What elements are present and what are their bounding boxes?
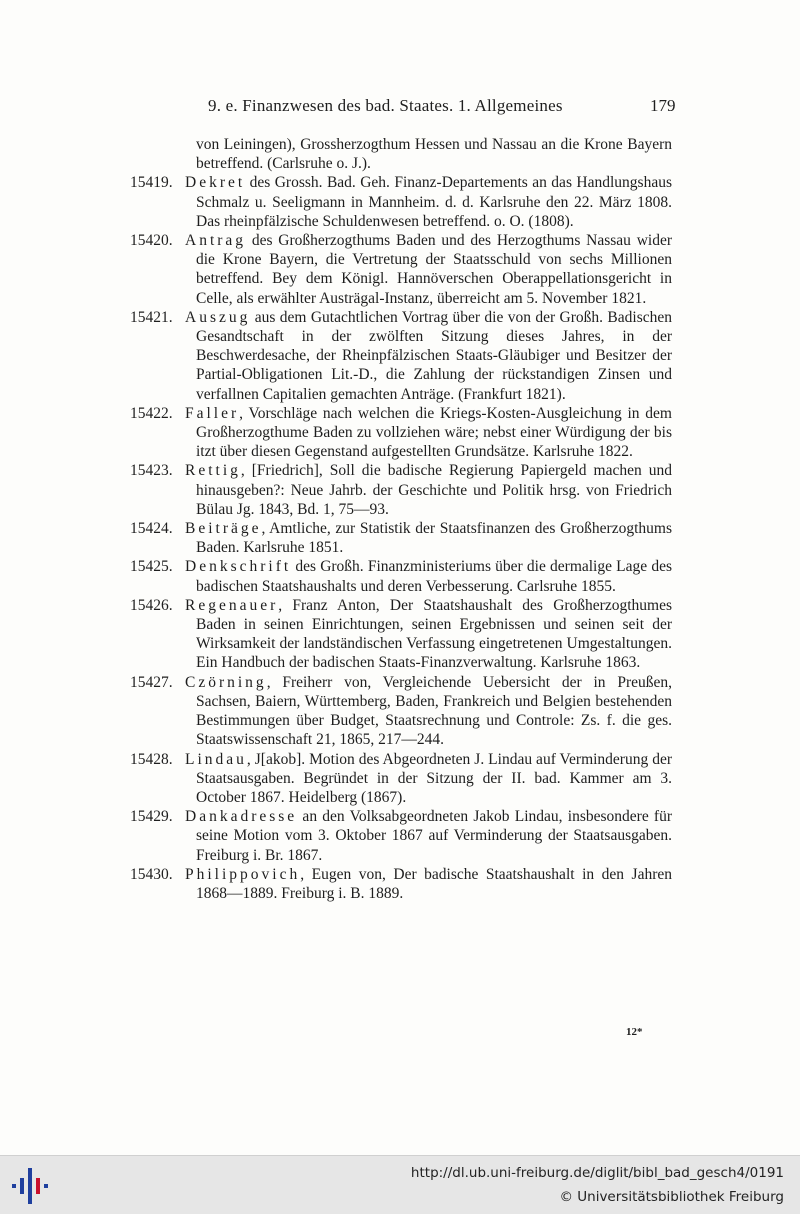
ub-freiburg-logo-icon [10,1166,50,1206]
entry-text [185,404,672,462]
entry-keyword: Denkschrift [185,558,292,576]
bibliography-entry [0,404,800,462]
entry-description: , Franz Anton, Der Staatshaushalt des Großherzogthumes Baden in seinen Einrichtungen, seinen Ergebnissen und seinen seit der Wirksamkeit der landständischen Verfassung eingetretenen Umgestaltungen. Ein Handbuch der badischen Staats-Finanzverwaltung. Karlsruhe 1863. [196,596,672,672]
entry-number: 15420. [130,232,173,250]
entry-number: 15425. [130,558,173,576]
entry-number: 15422. [130,404,173,422]
entry-description: , Eugen von, Der badische Staatshaushalt in den Jahren 1868—1889. Freiburg i. B. 1889. [196,865,672,902]
entry-keyword: Faller [185,404,240,422]
entry-keyword: Beiträge [185,520,262,538]
signature-mark: 12* [626,1026,643,1038]
entry-description: des Großh. Finanzministeriums über die dermalige Lage des badischen Staatshaushalts und deren Verbesserung. Carlsruhe 1855. [196,558,672,595]
entry-description: , [Friedrich], Soll die badische Regierung Papiergeld machen und hinausgeben?: Neue Jahrb. der Geschichte und Politik hrsg. von Friedrich Bülau Jg. 1843, Bd. 1, 75—93. [196,462,672,518]
bibliography-entry [0,750,800,808]
entry-text [196,135,672,173]
entry-keyword: Rettig [185,462,241,480]
entry-description: von Leiningen), Grossherzogthum Hessen und Nassau an die Krone Bayern betreffend. (Carlsruhe o. J.). [196,136,672,173]
bibliography-entry [0,231,800,308]
entry-number: 15423. [130,462,173,480]
entry-keyword: Lindau [185,750,247,768]
source-url-link[interactable]: http://dl.ub.uni-freiburg.de/diglit/bibl_bad_gesch4/0191 [410,1165,784,1181]
entry-number: 15430. [130,865,173,883]
bibliography-entry [0,673,800,750]
entry-keyword: Regenauer [185,596,279,614]
entry-keyword: Philippovich [185,865,301,883]
bibliography-entry [0,461,800,519]
entry-number: 15427. [130,673,173,691]
entry-number: 15424. [130,520,173,538]
entry-number: 15429. [130,808,173,826]
entry-keyword: Antrag [185,232,247,250]
entry-text [185,231,672,308]
bibliography-list [0,135,800,903]
entry-description: , Vorschläge nach welchen die Kriegs-Kosten-Ausgleichung in dem Großherzogthume Baden zu vollziehen wäre; nebst einer Würdigung der bis itzt über diesen Gegenstand aufgestellten Grundsätze. Karlsruhe 1822. [196,404,672,461]
entry-description: an den Volksabgeordneten Jakob Lindau, insbesondere für seine Motion vom 3. Oktober 1867 auf Verminderung der Staatsausgaben. Freiburg i. Br. 1867. [196,808,672,864]
bibliography-entry [0,173,800,231]
entry-description: aus dem Gutachtlichen Vortrag über die von der Großh. Badischen Gesandtschaft in der zwölften Sitzung dieses Jahres, in der Beschwerdesache, der Rheinpfälzischen Staats-Gläubiger und Besitzer der Partial-Obligationen Lit.-D., die Zahlung der rückstandigen Zinsen und verfallnen Capitalien gemachten Anträge. (Frankfurt 1821). [196,308,672,403]
entry-text [185,807,672,865]
entry-number: 15428. [130,750,173,768]
bibliography-entry [0,807,800,865]
entry-description: , J[akob]. Motion des Abgeordneten J. Lindau auf Verminderung der Staatsausgaben. Begründet in der Sitzung der II. bad. Kammer am 3. October 1867. Heidelberg (1867). [196,750,672,806]
entry-text [185,673,672,750]
entry-text [185,596,672,673]
bibliography-entry [0,135,800,173]
bibliography-entry [0,519,800,557]
entry-text [185,750,672,808]
entry-number: 15426. [130,596,173,614]
footer-bar [0,1155,800,1214]
entry-number: 15421. [130,308,173,326]
entry-description: des Grossh. Bad. Geh. Finanz-Departements an das Handlungshaus Schmalz u. Seeligmann in Mannheim. d. d. Karlsruhe den 22. März 1808. Das rheinpfälzische Schuldenwesen betreffend. o. O. (1808). [196,174,672,230]
entry-text [185,461,672,519]
bibliography-entry [0,596,800,673]
entry-text [185,519,672,557]
page-number: 179 [650,96,676,115]
entry-description: , Freiherr von, Vergleichende Uebersicht der in Preußen, Sachsen, Baiern, Württemberg, Baden, Frankreich und Belgien bestehenden Bestimmungen über Budget, Staatsrechnung und Controle: Zs. f. die ges. Staatswissenschaft 21, 1865, 217—244. [196,673,672,749]
bibliography-entry [0,557,800,595]
entry-text [185,557,672,595]
bibliography-entry [0,308,800,404]
running-header [0,96,800,120]
entry-keyword: Dekret [185,174,246,192]
entry-description: , Amtliche, zur Statistik der Staatsfinanzen des Großherzogthums Baden. Karlsruhe 1851. [196,520,672,557]
entry-number: 15419. [130,174,173,192]
entry-description: des Großherzogthums Baden und des Herzogthums Nassau wider die Krone Bayern, die Vertretung der Staatsschuld von sechs Millionen betreffend. Bey dem Königl. Hannöverschen Oberappellationsgericht in Celle, als erwählter Austrägal-Instanz, überreicht am 5. November 1821. [196,232,672,307]
entry-keyword: Dankadresse [185,808,298,826]
section-title: 9. e. Finanzwesen des bad. Staates. 1. Allgemeines [208,96,563,115]
copyright-text: © Universitätsbibliothek Freiburg [559,1189,784,1205]
entry-text [185,173,672,231]
entry-text [185,308,672,404]
entry-keyword: Czörning [185,673,267,691]
entry-keyword: Auszug [185,308,251,326]
entry-text [185,865,672,903]
bibliography-entry [0,865,800,903]
